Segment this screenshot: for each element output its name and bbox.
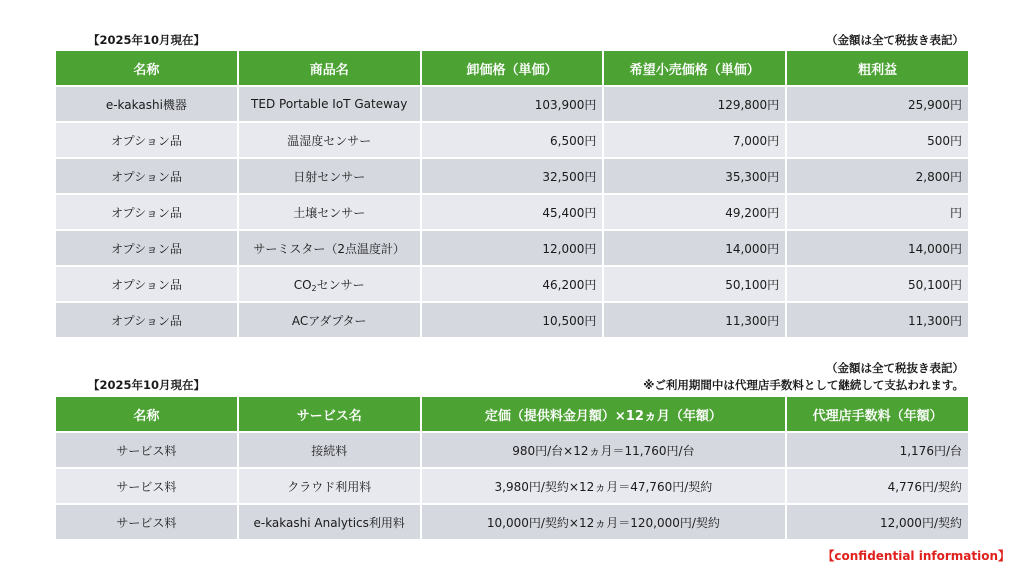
- table1-header-row: [56, 51, 968, 85]
- table-row: [56, 159, 968, 193]
- row-profit: 25,900円: [787, 87, 968, 121]
- row-profit: 円: [787, 195, 968, 229]
- row-product: サーミスター（2点温度計）: [239, 231, 420, 265]
- row-name: サービス料: [56, 433, 237, 467]
- row-price: 3,980円/契約×12ヵ月＝47,760円/契約: [422, 469, 786, 503]
- table-row: [56, 87, 968, 121]
- row-price: 980円/台×12ヵ月＝11,760円/台: [422, 433, 786, 467]
- row-name: オプション品: [56, 303, 237, 337]
- row-product: ACアダプター: [239, 303, 420, 337]
- row-service: クラウド利用料: [239, 469, 420, 503]
- row-product: 温湿度センサー: [239, 123, 420, 157]
- row-profit: 50,100円: [787, 267, 968, 301]
- row-wholesale: 12,000円: [422, 231, 603, 265]
- row-name: オプション品: [56, 159, 237, 193]
- row-wholesale: 45,400円: [422, 195, 603, 229]
- table-row: [56, 505, 968, 539]
- service-fee-table: [54, 395, 970, 541]
- row-name: サービス料: [56, 469, 237, 503]
- table1-header-product: 商品名: [239, 51, 420, 85]
- row-product: [239, 267, 420, 301]
- row-price: 10,000円/契約×12ヵ月＝120,000円/契約: [422, 505, 786, 539]
- row-wholesale: 32,500円: [422, 159, 603, 193]
- commission-note: ※ご利用期間中は代理店手数料として継続して支払われます。: [643, 378, 964, 392]
- table-row: [56, 433, 968, 467]
- confidential-label: 【confidential information】: [822, 549, 1010, 563]
- row-profit: 11,300円: [787, 303, 968, 337]
- table1-header-profit: 粗利益: [787, 51, 968, 85]
- row-profit: 2,800円: [787, 159, 968, 193]
- row-commission: 12,000円/契約: [787, 505, 968, 539]
- row-wholesale: 6,500円: [422, 123, 603, 157]
- row-retail: 11,300円: [604, 303, 785, 337]
- row-name: オプション品: [56, 195, 237, 229]
- row-commission: 4,776円/契約: [787, 469, 968, 503]
- table2-header-service: サービス名: [239, 397, 420, 431]
- table2-tax-note: （金額は全て税抜き表記）: [826, 361, 964, 375]
- row-retail: 129,800円: [604, 87, 785, 121]
- row-wholesale: 103,900円: [422, 87, 603, 121]
- table-row: [56, 231, 968, 265]
- row-name: オプション品: [56, 231, 237, 265]
- table2-header-name: 名称: [56, 397, 237, 431]
- product-prefix: CO: [293, 277, 312, 292]
- row-retail: 7,000円: [604, 123, 785, 157]
- row-wholesale: 46,200円: [422, 267, 603, 301]
- row-service: 接続料: [239, 433, 420, 467]
- row-name: e-kakashi機器: [56, 87, 237, 121]
- table-row: [56, 267, 968, 301]
- row-profit: 500円: [787, 123, 968, 157]
- table2-header-commission: 代理店手数料（年額）: [787, 397, 968, 431]
- table-row: [56, 123, 968, 157]
- table-row: [56, 469, 968, 503]
- row-service: e-kakashi Analytics利用料: [239, 505, 420, 539]
- row-name: サービス料: [56, 505, 237, 539]
- product-suffix: センサー: [316, 277, 365, 292]
- table2-header-price: 定価（提供料金月額）×12ヵ月（年額）: [422, 397, 786, 431]
- table1-header-name: 名称: [56, 51, 237, 85]
- row-product: 土壌センサー: [239, 195, 420, 229]
- row-retail: 49,200円: [604, 195, 785, 229]
- table1-tax-note: （金額は全て税抜き表記）: [826, 33, 964, 47]
- table-row: [56, 303, 968, 337]
- row-retail: 50,100円: [604, 267, 785, 301]
- table1-header-wholesale: 卸価格（単価）: [422, 51, 603, 85]
- table1-date-label: 【2025年10月現在】: [88, 33, 206, 47]
- product-subscript: 2: [311, 283, 317, 293]
- table2-date-label: 【2025年10月現在】: [88, 378, 206, 392]
- row-retail: 35,300円: [604, 159, 785, 193]
- product-price-table: [54, 49, 970, 339]
- row-product: TED Portable IoT Gateway: [239, 87, 420, 121]
- row-product: 日射センサー: [239, 159, 420, 193]
- row-name: オプション品: [56, 267, 237, 301]
- row-commission: 1,176円/台: [787, 433, 968, 467]
- row-profit: 14,000円: [787, 231, 968, 265]
- row-wholesale: 10,500円: [422, 303, 603, 337]
- table2-header-row: [56, 397, 968, 431]
- row-retail: 14,000円: [604, 231, 785, 265]
- table-row: [56, 195, 968, 229]
- table1-header-retail: 希望小売価格（単価）: [604, 51, 785, 85]
- row-name: オプション品: [56, 123, 237, 157]
